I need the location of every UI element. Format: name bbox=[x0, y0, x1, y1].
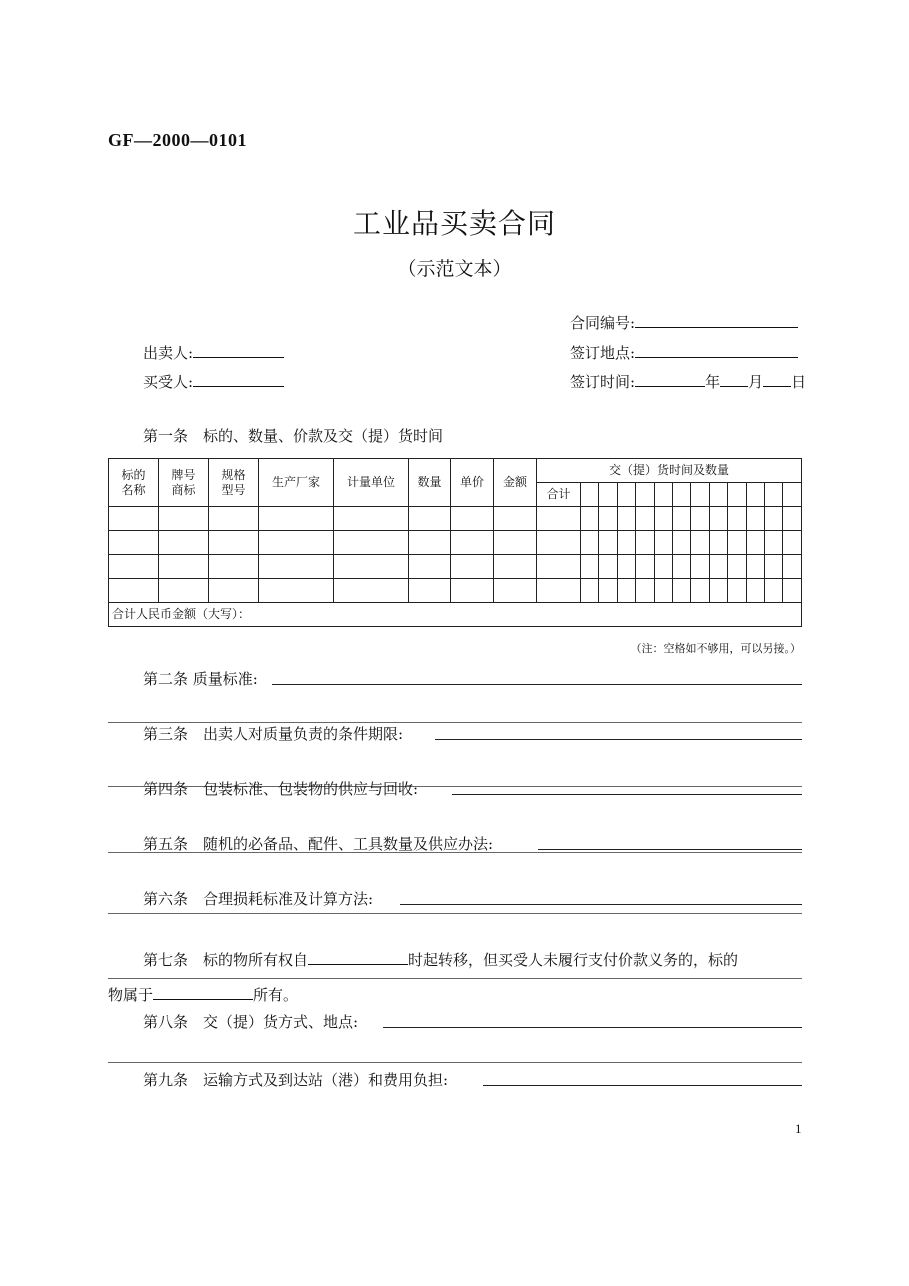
clause-4: 第四条 包装标准、包装物的供应与回收: bbox=[143, 780, 419, 798]
table-row bbox=[109, 579, 802, 603]
clause-9-blank[interactable] bbox=[483, 1085, 802, 1086]
table-row bbox=[109, 555, 802, 579]
seller-label: 出卖人: bbox=[143, 344, 194, 362]
clause-7-text-c: 物属于 bbox=[108, 986, 154, 1004]
clause-8-blank[interactable] bbox=[383, 1027, 802, 1028]
clause-8-blank-line[interactable] bbox=[108, 1062, 802, 1063]
buyer-blank[interactable] bbox=[193, 370, 284, 387]
clause-6-blank[interactable] bbox=[400, 904, 802, 905]
header-quantity: 数量 bbox=[409, 459, 451, 507]
items-table bbox=[108, 458, 802, 627]
clause-5-blank-line[interactable] bbox=[108, 852, 802, 853]
month-label: 月 bbox=[748, 373, 764, 391]
table-row bbox=[109, 507, 802, 531]
clause-9: 第九条 运输方式及到达站（港）和费用负担: bbox=[143, 1071, 449, 1089]
clause-3-blank[interactable] bbox=[435, 739, 802, 740]
contract-number-field bbox=[570, 311, 798, 333]
header-name: 标的 名称 bbox=[109, 459, 159, 507]
sign-time-field bbox=[570, 370, 806, 392]
ownership-party-blank[interactable] bbox=[153, 983, 253, 1000]
day-label: 日 bbox=[791, 373, 807, 391]
clause-7-line2 bbox=[108, 983, 298, 1005]
clause-6: 第六条 合理损耗标准及计算方法: bbox=[143, 890, 374, 908]
clause-4-blank[interactable] bbox=[452, 794, 802, 795]
header-unit-price: 单价 bbox=[451, 459, 494, 507]
header-unit: 计量单位 bbox=[334, 459, 409, 507]
sign-place-blank[interactable] bbox=[635, 341, 798, 358]
clause-7-text-a: 第七条 标的物所有权自 bbox=[143, 951, 309, 969]
clause-7-text-b: 时起转移，但买受人未履行支付价款义务的，标的 bbox=[408, 951, 739, 969]
header-subtotal: 合计 bbox=[537, 483, 581, 507]
sign-month-blank[interactable] bbox=[720, 370, 748, 387]
clause-1: 第一条 标的、数量、价款及交（提）货时间 bbox=[143, 427, 444, 445]
sign-time-label: 签订时间: bbox=[570, 373, 636, 391]
clause-7-text-d: 所有。 bbox=[253, 986, 299, 1004]
clause-3: 第三条 出卖人对质量负责的条件期限: bbox=[143, 725, 404, 743]
sign-year-blank[interactable] bbox=[635, 370, 705, 387]
table-note: （注：空格如不够用，可以另接。） bbox=[630, 642, 801, 655]
total-amount-row[interactable]: 合计人民币金额（大写）： bbox=[109, 603, 802, 627]
sign-place-field bbox=[570, 341, 798, 363]
sign-place-label: 签订地点: bbox=[570, 344, 636, 362]
buyer-label: 买受人: bbox=[143, 373, 194, 391]
header-amount: 金额 bbox=[494, 459, 537, 507]
clause-5: 第五条 随机的必备品、配件、工具数量及供应办法: bbox=[143, 835, 494, 853]
document-subtitle: （示范文本） bbox=[397, 258, 512, 280]
header-manufacturer: 生产厂家 bbox=[259, 459, 334, 507]
clause-7-line1 bbox=[143, 948, 738, 970]
clause-5-blank[interactable] bbox=[538, 849, 802, 850]
year-label: 年 bbox=[705, 373, 721, 391]
contract-number-label: 合同编号: bbox=[570, 314, 636, 332]
header-spec: 规格 型号 bbox=[209, 459, 259, 507]
document-title: 工业品买卖合同 bbox=[352, 207, 556, 240]
buyer-field bbox=[143, 370, 284, 392]
clause-2-blank[interactable] bbox=[272, 684, 802, 685]
clause-7-rule bbox=[108, 978, 802, 979]
document-code: GF—2000—0101 bbox=[108, 130, 247, 150]
clause-8: 第八条 交（提）货方式、地点: bbox=[143, 1013, 359, 1031]
seller-field bbox=[143, 341, 284, 363]
contract-number-blank[interactable] bbox=[635, 311, 798, 328]
seller-blank[interactable] bbox=[193, 341, 284, 358]
header-delivery: 交（提）货时间及数量 bbox=[537, 459, 802, 483]
sign-day-blank[interactable] bbox=[763, 370, 791, 387]
table-row bbox=[109, 531, 802, 555]
page-number: 1 bbox=[795, 1121, 802, 1136]
clause-2: 第二条 质量标准: bbox=[143, 670, 258, 688]
header-brand: 牌号 商标 bbox=[159, 459, 209, 507]
ownership-time-blank[interactable] bbox=[308, 948, 408, 965]
clause-6-blank-line[interactable] bbox=[108, 913, 802, 914]
